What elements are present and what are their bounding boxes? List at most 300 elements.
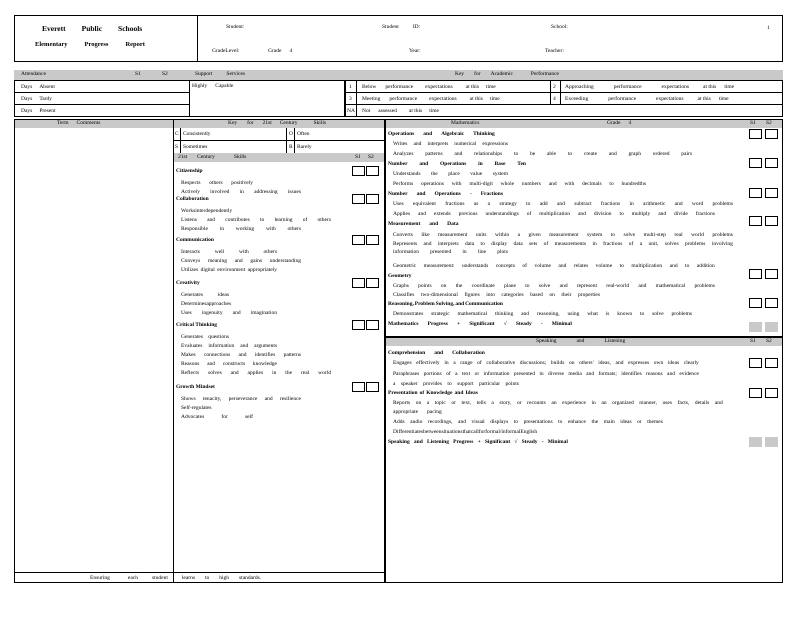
word: display — [491, 241, 508, 247]
word: the — [591, 419, 599, 425]
word: addressing — [254, 189, 278, 195]
math-line — [393, 141, 508, 148]
skill-group-s2-checkbox[interactable] — [366, 166, 379, 176]
word: speaker — [400, 381, 418, 387]
word: in — [592, 241, 597, 247]
speaking-line — [393, 381, 519, 388]
word: - — [541, 439, 544, 445]
word: visual — [471, 419, 485, 425]
word: measurements — [554, 241, 587, 247]
word: addition — [696, 263, 715, 269]
speaking-s2-checkbox[interactable] — [765, 358, 778, 368]
word: figures — [464, 292, 480, 298]
word: Responsible — [181, 226, 208, 232]
skill-group-s1-checkbox[interactable] — [352, 320, 365, 330]
word: numerical — [454, 141, 477, 147]
word: ideas — [667, 360, 680, 366]
days-absent-label: Days Absent — [21, 84, 55, 90]
math-line — [393, 292, 600, 299]
word: within — [495, 232, 510, 238]
word: like — [421, 232, 430, 238]
word: divide — [674, 211, 688, 217]
math-s1-label: S1 — [750, 120, 756, 126]
skill-group-s1-checkbox[interactable] — [352, 382, 365, 392]
key-code-4: 4 — [553, 96, 556, 102]
word: to — [619, 263, 624, 269]
skill-group-title: Communication — [176, 237, 214, 243]
word: sets — [529, 241, 538, 247]
skill-group-title: Citizenship — [176, 168, 203, 174]
year-label: Year: — [409, 48, 421, 54]
word: constructs — [222, 361, 246, 367]
word: appropriate — [393, 409, 419, 415]
word: between — [423, 429, 442, 435]
speaking-s1-checkbox[interactable] — [749, 358, 762, 368]
support-value: Highly Capable — [192, 83, 234, 89]
word: Makes — [181, 352, 196, 358]
key-academic-title: Key for Academic Performance — [455, 71, 559, 77]
skill-group-s1-checkbox[interactable] — [352, 278, 365, 288]
days-present-label: Days Present — [21, 108, 56, 114]
word: and — [454, 390, 464, 396]
word: Fractions — [480, 191, 503, 197]
word: Communication — [465, 301, 503, 307]
math-s2-checkbox[interactable] — [765, 216, 778, 226]
word: pairs — [681, 151, 692, 157]
math-line — [393, 249, 508, 256]
key-code-na: NA — [347, 108, 355, 114]
word: a — [426, 400, 430, 406]
math-line — [393, 211, 715, 218]
word: and — [558, 263, 567, 269]
speaking-s1-label: S1 — [750, 338, 756, 344]
word: contributes — [225, 217, 250, 223]
word: strategy — [499, 201, 517, 207]
word: be — [529, 151, 536, 157]
word: ingenuity — [201, 310, 223, 316]
key-label-2: Approaching performance expectations at this time — [565, 84, 735, 90]
key-label-1: Below performance expectations at this time — [362, 84, 496, 90]
math-line — [393, 151, 692, 158]
word: of — [446, 371, 451, 377]
speaking-line — [393, 400, 723, 407]
skill-group-s2-checkbox[interactable] — [366, 382, 379, 392]
skill-item — [181, 180, 253, 187]
word: Ten — [517, 161, 526, 167]
word: learning — [274, 217, 293, 223]
attendance-row-line-1 — [14, 92, 190, 93]
word: on — [569, 360, 575, 366]
word: solves — [664, 241, 679, 247]
word: effectively — [416, 360, 440, 366]
word: known — [617, 311, 633, 317]
speaking-line — [393, 409, 451, 416]
word: place — [448, 171, 460, 177]
word: working — [235, 226, 255, 232]
word: audio — [410, 419, 423, 425]
word: patterns — [283, 352, 301, 358]
word: concepts — [495, 263, 515, 269]
speaking-line — [393, 371, 699, 378]
skill-item — [181, 352, 301, 359]
word: to — [525, 283, 530, 289]
page-number: 1 — [767, 25, 770, 31]
word: details — [694, 400, 710, 406]
word: Advocates — [181, 414, 205, 420]
math-s2-checkbox[interactable] — [765, 129, 778, 139]
word: on — [549, 292, 555, 298]
attendance-s1: S1 — [135, 71, 141, 77]
word: others — [287, 226, 301, 232]
footer-motto: Ensuring each student learns to high standards. — [90, 575, 262, 581]
word: and — [232, 310, 241, 316]
word: issues — [287, 189, 301, 195]
word: Data — [447, 221, 459, 227]
word: Represents — [393, 241, 418, 247]
math-s1-checkbox[interactable] — [749, 216, 762, 226]
word: in — [478, 161, 483, 167]
word: create — [583, 151, 598, 157]
word: division — [593, 211, 612, 217]
district-word-3: Schools — [118, 24, 143, 33]
speaking-line — [388, 439, 568, 446]
skill-item — [181, 361, 277, 368]
word: Classifies — [393, 292, 415, 298]
word: strategic — [431, 311, 450, 317]
word: interprets — [437, 241, 459, 247]
word: problems — [684, 241, 706, 247]
word: + — [457, 321, 461, 327]
word: volume — [595, 263, 613, 269]
word: able — [546, 151, 557, 157]
word: in — [219, 226, 224, 232]
word: to — [513, 151, 519, 157]
skill-item — [181, 310, 277, 317]
word: solves — [207, 370, 222, 376]
word: on — [440, 283, 447, 289]
word: extends — [433, 211, 451, 217]
word: multiplication — [631, 263, 663, 269]
math-header — [386, 120, 782, 128]
word: gains — [250, 258, 263, 264]
word: understanding — [269, 258, 301, 264]
word: recounts — [527, 400, 546, 406]
word: Utilizes — [181, 267, 199, 273]
key-code-3: 3 — [349, 96, 352, 102]
speaking-progress-s1-cell — [749, 437, 762, 447]
skill-item — [181, 334, 229, 341]
word: diverse — [548, 371, 564, 377]
word: Reasons — [181, 361, 200, 367]
math-line — [388, 321, 572, 328]
district-name — [42, 25, 142, 32]
word: for — [478, 429, 486, 435]
word: - — [540, 321, 543, 327]
word: measurement — [438, 232, 468, 238]
math-line — [393, 241, 733, 248]
speaking-s2-checkbox[interactable] — [765, 388, 778, 398]
word: to — [447, 381, 452, 387]
math-s2-checkbox[interactable] — [765, 269, 778, 279]
attendance-header-bar — [14, 70, 783, 80]
skill-group-title: Collaboration — [176, 196, 209, 202]
word: Self-regulates — [181, 405, 212, 411]
key-label-3: Meeting performance expectations at this time — [362, 96, 500, 102]
word: a — [639, 241, 643, 247]
grade-value: Grade 4 — [268, 48, 293, 54]
word: Solving, — [435, 301, 455, 307]
days-tardy-label: Days Tardy — [21, 96, 53, 102]
word: data — [465, 241, 475, 247]
skill-item — [181, 396, 301, 403]
word: or — [474, 371, 480, 377]
word: resilience — [279, 396, 301, 402]
word: information — [483, 371, 510, 377]
word: a — [393, 381, 396, 387]
word: a — [517, 232, 521, 238]
word: add — [539, 201, 548, 207]
word: and — [434, 350, 444, 356]
word: Conveys — [181, 258, 201, 264]
word: Presentation — [388, 390, 418, 396]
word: Operations — [434, 191, 461, 197]
skill-group-s2-checkbox[interactable] — [366, 235, 379, 245]
skill-item — [181, 343, 277, 350]
word: Writes — [393, 141, 408, 147]
word: in — [444, 360, 449, 366]
word: multiplication — [539, 211, 571, 217]
word: real — [300, 370, 310, 376]
word: ideas, — [598, 360, 611, 366]
word: understandings — [485, 211, 519, 217]
skills-key-label-c: Consistently — [183, 131, 211, 137]
word: Paraphrases — [393, 371, 420, 377]
attendance-label: Attendance — [21, 71, 47, 77]
math-s1-checkbox[interactable] — [749, 269, 762, 279]
word: interdependently — [195, 208, 233, 214]
word: coordinate — [471, 283, 495, 289]
word: and — [521, 311, 530, 317]
word: plane — [504, 283, 516, 289]
math-s2-checkbox[interactable] — [765, 188, 778, 198]
word: provides — [423, 381, 443, 387]
word: Geometric — [393, 263, 417, 269]
word: given — [528, 232, 541, 238]
word: Generates — [181, 334, 203, 340]
word: solve — [538, 283, 551, 289]
word: environment — [217, 267, 246, 273]
word: fractions — [603, 241, 623, 247]
word: and — [454, 151, 463, 157]
word: reasons — [646, 371, 663, 377]
word: media — [568, 371, 582, 377]
skills-key-label-s: Sometimes — [183, 144, 208, 150]
word: √ — [503, 321, 507, 327]
word: in — [591, 400, 596, 406]
word: solve — [623, 232, 636, 238]
speaking-progress-s2-cell — [765, 437, 778, 447]
word: units — [475, 232, 487, 238]
word: formal/informal — [485, 429, 521, 435]
word: is — [605, 311, 610, 317]
skill-item — [181, 405, 221, 412]
word: Algebraic — [441, 131, 465, 137]
word: and — [234, 258, 243, 264]
word: Comprehension — [388, 350, 426, 356]
word: and — [423, 241, 432, 247]
word: collaborative — [486, 360, 516, 366]
word: and — [615, 360, 624, 366]
word: Problem — [414, 301, 435, 307]
word: and — [419, 161, 429, 167]
word: as — [473, 201, 479, 207]
word: two-dimensional — [420, 292, 458, 298]
skill-item — [181, 249, 277, 256]
word: thinking — [494, 311, 514, 317]
word: Shows — [181, 396, 196, 402]
word: of — [477, 360, 482, 366]
word: and — [423, 131, 433, 137]
word: Demonstrates — [393, 311, 424, 317]
word: Minimal — [547, 439, 568, 445]
attendance-row-line-2 — [14, 104, 190, 105]
skill-item — [181, 226, 301, 233]
word: Determines — [181, 301, 207, 307]
word: a — [487, 201, 491, 207]
word: perseverance — [228, 396, 258, 402]
math-s1-checkbox[interactable] — [749, 298, 762, 308]
speaking-s2-label: S2 — [766, 338, 772, 344]
word: information — [208, 343, 235, 349]
math-line — [393, 263, 715, 270]
word: for — [221, 414, 228, 420]
skill-group-s1-checkbox[interactable] — [352, 235, 365, 245]
math-s1-checkbox[interactable] — [749, 129, 762, 139]
key-code-divider-left — [356, 80, 357, 117]
word: support — [457, 381, 474, 387]
header-box — [14, 15, 783, 62]
skills-s2-label: S2 — [368, 154, 374, 160]
word: equivalent — [413, 201, 436, 207]
word: approaches — [206, 301, 232, 307]
word: multi-step — [643, 232, 666, 238]
key-row-line-2 — [345, 104, 783, 105]
word: Generates — [181, 292, 203, 298]
skill-group-s1-checkbox[interactable] — [352, 166, 365, 176]
word: manner, — [639, 400, 657, 406]
student-id-label: Student ID: — [382, 24, 421, 30]
word: Uses — [393, 201, 404, 207]
word: interprets — [427, 141, 449, 147]
word: system — [492, 171, 508, 177]
word: using — [567, 311, 580, 317]
word: problems — [671, 311, 692, 317]
word: + — [477, 439, 481, 445]
word: that — [462, 429, 471, 435]
word: fractions — [695, 211, 715, 217]
skill-group-s2-checkbox[interactable] — [366, 194, 379, 204]
word: own — [653, 360, 664, 366]
word: problems — [712, 201, 733, 207]
word: evidence — [679, 371, 699, 377]
word: range — [460, 360, 473, 366]
word: and — [413, 439, 423, 445]
word: √ — [514, 439, 518, 445]
math-s2-checkbox[interactable] — [765, 298, 778, 308]
word: to — [619, 211, 624, 217]
word: others — [263, 249, 277, 255]
word: involved — [210, 189, 230, 195]
word: applies — [247, 370, 264, 376]
word: to — [526, 201, 531, 207]
key-row-line-1 — [345, 92, 783, 93]
speaking-title: Speaking and Listening — [536, 338, 626, 344]
word: problems — [694, 283, 715, 289]
word: Understands — [393, 171, 421, 177]
word: clearly — [683, 360, 699, 366]
math-line — [393, 181, 646, 188]
word: Differentiates — [393, 429, 424, 435]
word: English — [520, 429, 538, 435]
word: and — [416, 191, 426, 197]
word: topic — [434, 400, 446, 406]
speaking-s1-checkbox[interactable] — [749, 388, 762, 398]
skill-group-s2-checkbox[interactable] — [366, 278, 379, 288]
word: relationships — [474, 151, 503, 157]
skill-item — [181, 370, 331, 377]
math-s1-checkbox[interactable] — [749, 158, 762, 168]
skills-key-code-o: O — [289, 131, 293, 137]
skill-item — [181, 414, 253, 421]
word: and — [556, 201, 565, 207]
skill-group-s1-checkbox[interactable] — [352, 194, 365, 204]
word: word — [691, 201, 704, 207]
skill-item — [181, 208, 233, 215]
word: Significant — [484, 439, 511, 445]
word: call — [470, 429, 479, 435]
word: and — [559, 283, 568, 289]
word: tells — [476, 400, 486, 406]
skill-item — [181, 217, 331, 224]
word: patterns — [425, 151, 443, 157]
word: and — [669, 263, 678, 269]
word: Measurement — [388, 221, 421, 227]
word: text — [461, 371, 471, 377]
word: multi-digit — [469, 181, 493, 187]
word: Graphs — [393, 283, 409, 289]
word: expresses — [628, 360, 650, 366]
word: Analyzes — [393, 151, 414, 157]
word: text, — [461, 400, 472, 406]
word: self — [245, 414, 253, 420]
skill-group-s2-checkbox[interactable] — [366, 320, 379, 330]
word: formats; — [598, 371, 617, 377]
math-s2-checkbox[interactable] — [765, 158, 778, 168]
word: and — [658, 211, 667, 217]
word: knowledge — [252, 361, 277, 367]
word: Interacts — [181, 249, 200, 255]
word: Thinking — [473, 131, 495, 137]
word: Collaboration — [452, 350, 485, 356]
math-line — [393, 283, 715, 290]
word: others — [317, 217, 331, 223]
word: and — [455, 301, 465, 307]
math-s1-checkbox[interactable] — [749, 188, 762, 198]
math-line — [388, 221, 467, 228]
word: in — [462, 249, 467, 255]
word: with — [564, 181, 575, 187]
skill-item — [181, 301, 232, 308]
